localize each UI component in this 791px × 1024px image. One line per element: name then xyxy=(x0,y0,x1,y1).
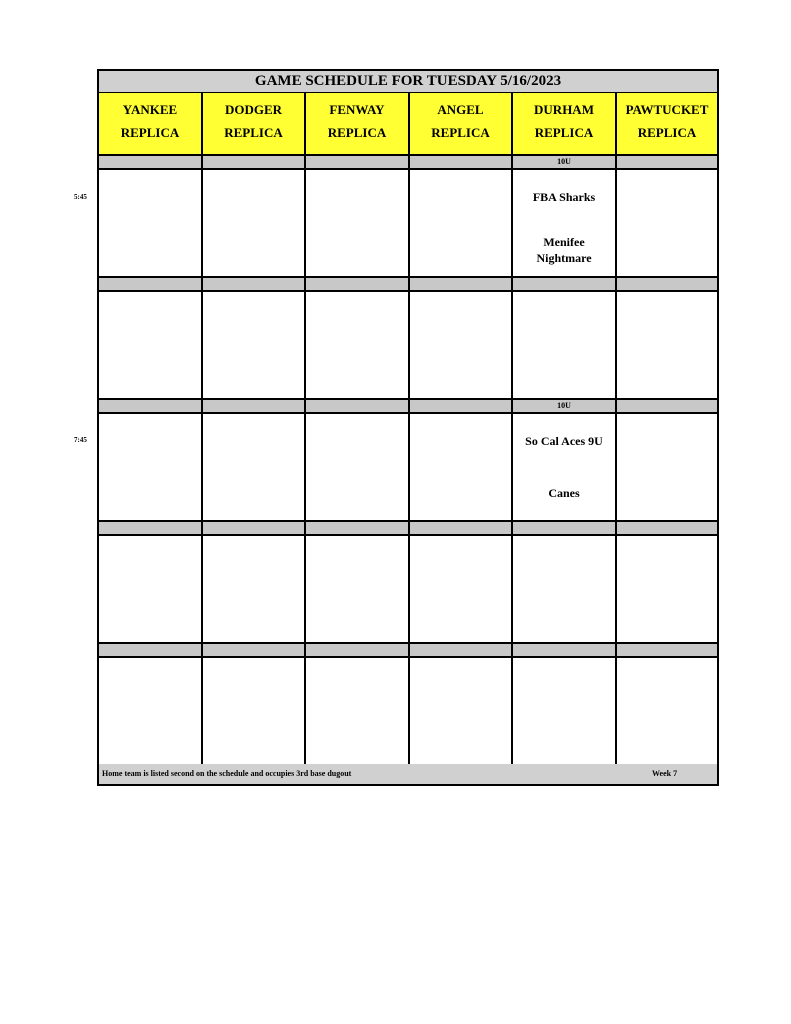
slot-cell xyxy=(617,414,717,520)
week-label: Week 7 xyxy=(652,769,678,778)
field-name: ANGEL xyxy=(437,102,484,117)
band-cell xyxy=(306,644,410,656)
band-cell xyxy=(99,522,203,534)
slot-cell xyxy=(617,658,717,764)
home-team: Canes xyxy=(548,486,580,500)
field-type: REPLICA xyxy=(637,125,697,140)
field-type: REPLICA xyxy=(120,125,180,140)
slot-cell-durham-game xyxy=(513,414,617,520)
band-cell xyxy=(410,400,513,412)
schedule-sheet xyxy=(97,69,719,786)
band-cell xyxy=(410,644,513,656)
band-cell xyxy=(306,278,410,290)
slot-cell xyxy=(203,658,306,764)
division-band-4 xyxy=(99,522,717,536)
slot-cell xyxy=(203,170,306,276)
slot-cell xyxy=(410,658,513,764)
band-cell xyxy=(617,278,717,290)
slot-cell xyxy=(617,536,717,642)
division-band-5 xyxy=(99,644,717,658)
slot-cell xyxy=(513,536,617,642)
field-type: REPLICA xyxy=(534,125,594,140)
field-name: FENWAY xyxy=(329,102,385,117)
band-cell xyxy=(410,522,513,534)
field-header-row xyxy=(99,93,717,156)
band-cell xyxy=(617,522,717,534)
away-team: So Cal Aces 9U xyxy=(525,434,603,448)
band-cell xyxy=(306,522,410,534)
slot-cell xyxy=(203,292,306,398)
division-band-3 xyxy=(99,400,717,414)
field-type: REPLICA xyxy=(224,125,283,140)
game-slot-5 xyxy=(99,658,717,766)
slot-cell xyxy=(513,292,617,398)
band-cell xyxy=(99,156,203,168)
slot-cell xyxy=(99,536,203,642)
home-team-line-2: Nightmare xyxy=(536,251,592,265)
home-team-note: Home team is listed second on the schedule and occupies 3rd base dugout xyxy=(102,769,352,778)
slot-cell xyxy=(306,292,410,398)
band-cell xyxy=(99,400,203,412)
slot-cell xyxy=(99,170,203,276)
field-header-angel xyxy=(410,93,513,154)
slot-cell xyxy=(203,536,306,642)
slot-cell xyxy=(617,170,717,276)
game-slot-2 xyxy=(99,292,717,400)
band-cell xyxy=(513,522,617,534)
band-cell xyxy=(203,522,306,534)
schedule-title: GAME SCHEDULE FOR TUESDAY 5/16/2023 xyxy=(99,71,717,93)
slot-cell xyxy=(410,536,513,642)
band-cell xyxy=(513,278,617,290)
slot-cell xyxy=(306,536,410,642)
schedule-footer xyxy=(99,764,717,784)
game-slot-4 xyxy=(99,536,717,644)
band-cell xyxy=(203,644,306,656)
field-header-fenway xyxy=(306,93,410,154)
field-type: REPLICA xyxy=(327,125,387,140)
slot-cell xyxy=(410,170,513,276)
time-label-slot-1: 5:45 xyxy=(74,193,87,201)
band-cell: 10U xyxy=(513,400,617,412)
game-slot-3 xyxy=(99,414,717,522)
slot-cell xyxy=(99,292,203,398)
away-team: FBA Sharks xyxy=(532,190,596,204)
band-cell xyxy=(410,278,513,290)
slot-cell xyxy=(99,414,203,520)
division-band-1 xyxy=(99,156,717,170)
band-cell xyxy=(617,644,717,656)
division-band-2 xyxy=(99,278,717,292)
band-cell xyxy=(203,400,306,412)
field-header-durham xyxy=(513,93,617,154)
slot-cell xyxy=(513,658,617,764)
band-cell xyxy=(99,644,203,656)
field-header-dodger xyxy=(203,93,306,154)
band-cell xyxy=(410,156,513,168)
field-name: DURHAM xyxy=(534,102,594,117)
home-team-line-1: Menifee xyxy=(543,235,585,249)
field-name: YANKEE xyxy=(122,102,178,117)
time-label-slot-3: 7:45 xyxy=(74,436,87,444)
band-cell xyxy=(203,156,306,168)
field-header-pawtucket xyxy=(617,93,717,154)
band-cell xyxy=(99,278,203,290)
slot-cell xyxy=(306,170,410,276)
slot-cell xyxy=(617,292,717,398)
field-name: PAWTUCKET xyxy=(625,102,709,117)
band-cell xyxy=(306,400,410,412)
slot-cell xyxy=(410,414,513,520)
band-cell xyxy=(617,400,717,412)
slot-cell xyxy=(99,658,203,764)
band-cell xyxy=(617,156,717,168)
slot-cell xyxy=(410,292,513,398)
slot-cell xyxy=(203,414,306,520)
field-header-yankee xyxy=(99,93,203,154)
field-name: DODGER xyxy=(224,102,283,117)
slot-cell xyxy=(306,414,410,520)
band-cell: 10U xyxy=(513,156,617,168)
band-cell xyxy=(513,644,617,656)
slot-cell-durham-game xyxy=(513,170,617,276)
game-slot-1 xyxy=(99,170,717,278)
band-cell xyxy=(306,156,410,168)
field-type: REPLICA xyxy=(431,125,490,140)
band-cell xyxy=(203,278,306,290)
slot-cell xyxy=(306,658,410,764)
